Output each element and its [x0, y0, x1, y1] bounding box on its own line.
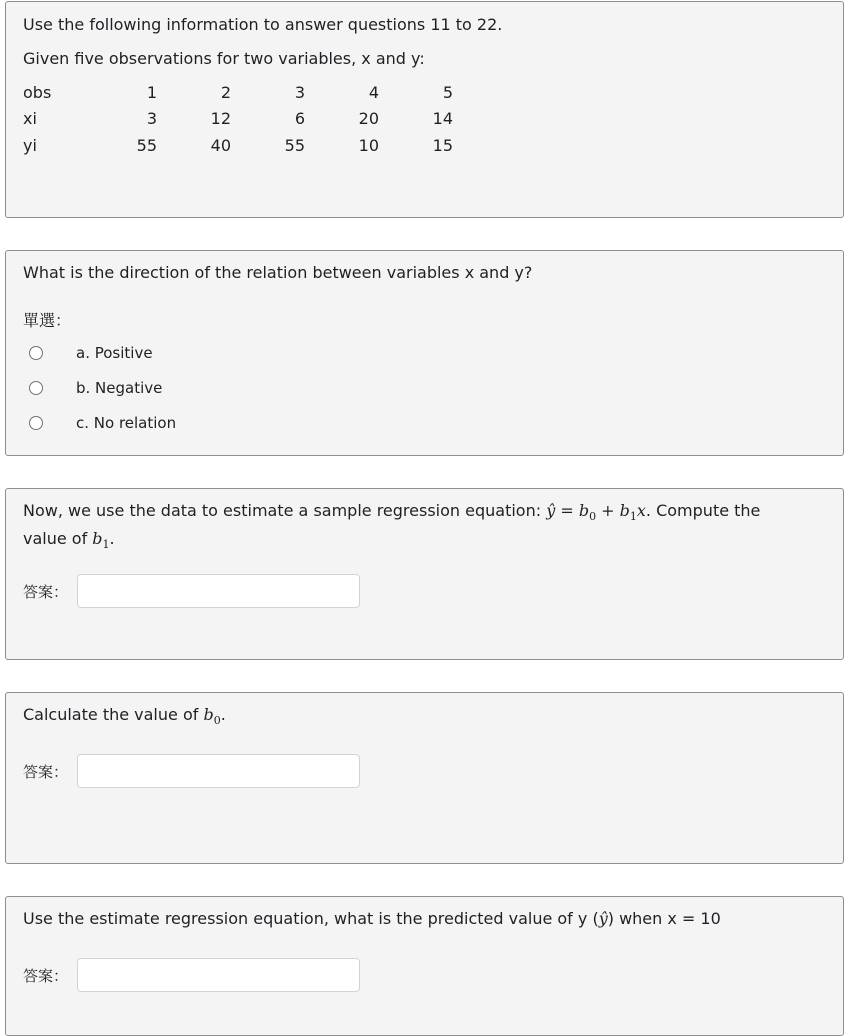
regression-equation: ŷ = $b_0 + b_1x$ [546, 501, 646, 524]
intro-text: Use the following information to answer questions 11 to 22. [23, 15, 503, 34]
prediction-question-card [5, 896, 844, 1036]
question-text-part: Use the estimate regression equation, what is the predicted value of y ( [23, 909, 599, 928]
answer-label: 答案： [23, 966, 69, 985]
question-text: What is the direction of the relation between variables x and y? [23, 263, 533, 282]
table-cell: 6 [294, 109, 305, 129]
table-cell: 3 [294, 82, 305, 102]
question-text-part: Calculate the value of [23, 705, 204, 724]
question-text-part: . Compute the [645, 501, 761, 520]
option-label: a. Positive [76, 343, 153, 362]
radio-button[interactable] [29, 346, 43, 360]
answer-input[interactable] [77, 574, 360, 608]
answer-input[interactable] [77, 754, 360, 788]
option-positive[interactable] [29, 335, 826, 370]
options-list [23, 335, 826, 440]
table-cell: 4 [368, 82, 379, 102]
radio-button[interactable] [29, 381, 43, 395]
question-text [23, 908, 826, 930]
observations-table [23, 79, 453, 159]
radio-button[interactable] [29, 416, 43, 430]
row-label: yi [23, 135, 37, 155]
table-cell: 40 [210, 135, 231, 155]
row-label: xi [23, 109, 37, 129]
table-cell: 15 [432, 135, 453, 155]
info-card [5, 1, 844, 218]
slope-question-card [5, 488, 844, 660]
given-text: Given five observations for two variables, x and y: [23, 49, 425, 68]
option-label: b. Negative [76, 378, 163, 397]
direction-question-card [5, 250, 844, 456]
answer-row [23, 754, 360, 788]
question-text-part: ) when x = 10 [607, 909, 721, 928]
intercept-question-card [5, 692, 844, 864]
table-cell: 2 [220, 82, 231, 102]
answer-row [23, 958, 360, 992]
single-choice-label: 單選： [23, 311, 72, 330]
table-cell: 3 [146, 109, 157, 129]
question-text-part: . [109, 529, 115, 549]
b0-symbol: $b_0$ [203, 705, 221, 728]
y-hat-symbol: ŷ [598, 909, 608, 928]
table-cell: 5 [442, 82, 453, 102]
answer-label: 答案： [23, 762, 69, 781]
option-negative[interactable] [29, 370, 826, 405]
table-cell: 12 [210, 109, 231, 129]
option-no-relation[interactable] [29, 405, 826, 440]
table-row [23, 79, 453, 106]
option-label: c. No relation [76, 413, 177, 432]
table-row [23, 106, 453, 133]
question-text-part: . [220, 705, 226, 724]
table-cell: 10 [358, 135, 379, 155]
table-cell: 55 [136, 135, 157, 155]
table-row [23, 132, 453, 159]
table-cell: 14 [432, 109, 453, 129]
b1-symbol: $b_1$ [92, 529, 110, 552]
table-cell: 55 [284, 135, 305, 155]
row-label: obs [23, 82, 52, 102]
question-text [23, 500, 826, 556]
answer-row [23, 574, 360, 608]
answer-input[interactable] [77, 958, 360, 992]
question-text [23, 704, 826, 732]
table-cell: 1 [146, 82, 157, 102]
table-cell: 20 [358, 109, 379, 129]
question-text-part: value of [23, 529, 93, 549]
question-text-part: Now, we use the data to estimate a sample regression equation: [23, 501, 547, 520]
answer-label: 答案： [23, 582, 69, 601]
